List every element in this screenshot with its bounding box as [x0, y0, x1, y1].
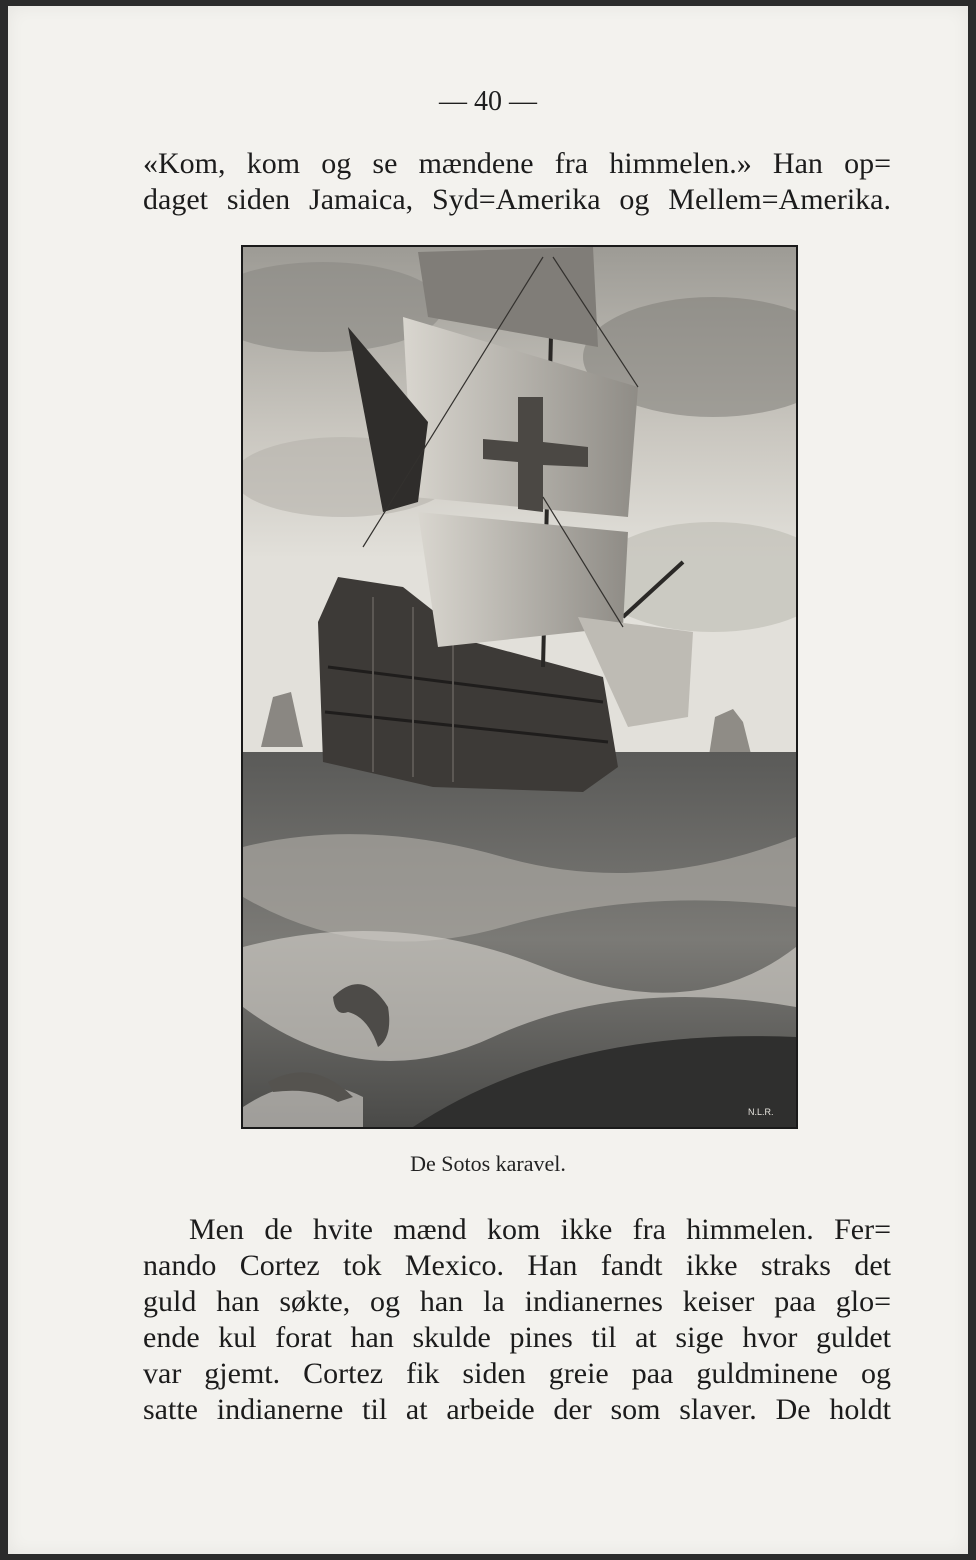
- text-line: satte indianerne til at arbeide der som slaver. De holdt: [143, 1393, 891, 1426]
- ship-illustration: [241, 245, 798, 1129]
- book-page: [8, 6, 968, 1554]
- paragraph-top: [143, 146, 891, 218]
- page-number: — 40 —: [439, 86, 537, 117]
- text-line: var gjemt. Cortez fik siden greie paa guldminene og: [143, 1357, 891, 1390]
- text-line: guld han søkte, og han la indianernes keiser paa glo=: [143, 1285, 891, 1318]
- text-line: nando Cortez tok Mexico. Han fandt ikke straks det: [143, 1249, 891, 1282]
- paragraph-bottom: [143, 1212, 891, 1428]
- text-line: daget siden Jamaica, Syd=Amerika og Mellem=Amerika.: [143, 183, 891, 216]
- text-line: Men de hvite mænd kom ikke fra himmelen. Fer=: [189, 1213, 891, 1246]
- text-line: «Kom, kom og se mændene fra himmelen.» Han op=: [143, 147, 891, 180]
- illustration-signature: N.L.R.: [748, 1107, 774, 1117]
- figure-caption: De Sotos karavel.: [410, 1151, 566, 1176]
- text-line: ende kul forat han skulde pines til at sige hvor guldet: [143, 1321, 891, 1354]
